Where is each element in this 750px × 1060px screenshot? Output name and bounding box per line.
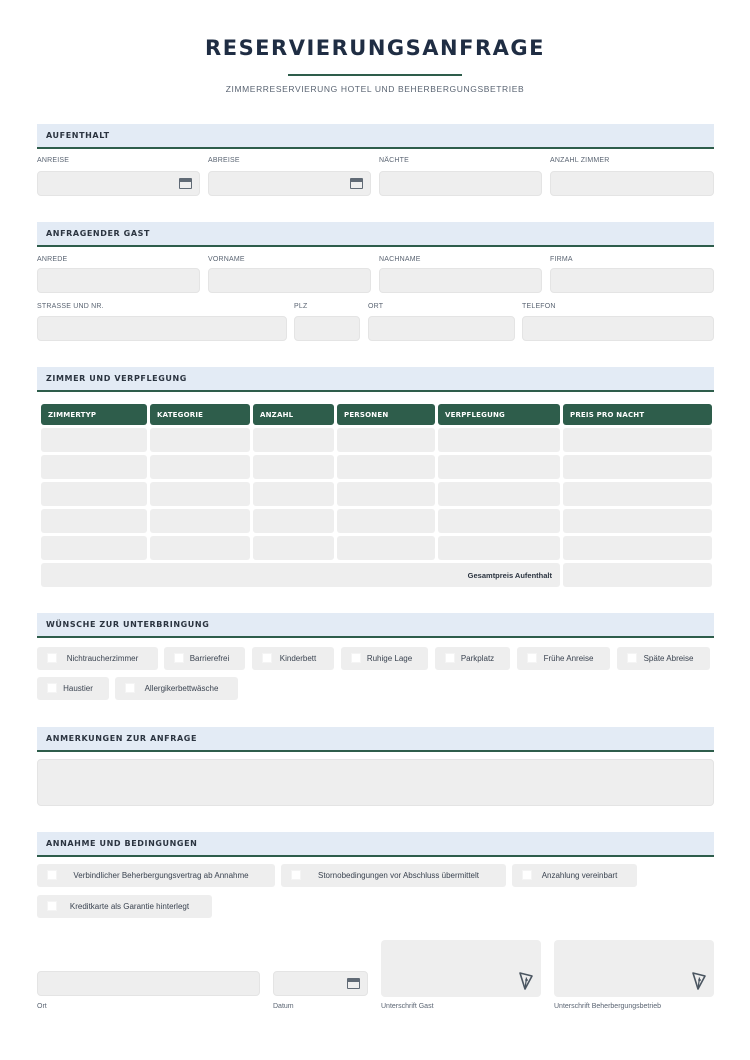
checkbox-box[interactable]	[174, 653, 184, 663]
checkbox-label: Parkplatz	[460, 654, 495, 663]
nights-input[interactable]	[379, 171, 542, 196]
room-count-input[interactable]	[550, 171, 714, 196]
table-cell[interactable]	[150, 509, 250, 533]
table-row	[41, 428, 712, 452]
checkbox-box[interactable]	[262, 653, 272, 663]
label-first-name: VORNAME	[208, 256, 245, 263]
checkbox-credit-card-guarantee[interactable]	[37, 895, 212, 918]
table-cell[interactable]	[563, 536, 712, 560]
table-cell[interactable]	[438, 536, 560, 560]
label-nights: NÄCHTE	[379, 157, 409, 164]
first-name-input[interactable]	[208, 268, 371, 293]
column-header-persons: PERSONEN	[337, 404, 435, 425]
phone-input[interactable]	[522, 316, 714, 341]
last-name-input[interactable]	[379, 268, 542, 293]
checkbox-cancellation-terms[interactable]	[281, 864, 506, 887]
label-street: STRASSE UND NR.	[37, 303, 104, 310]
host-signature-field[interactable]	[554, 940, 714, 997]
section-header-wishes: WÜNSCHE ZUR UNTERBRINGUNG	[37, 613, 714, 638]
checkbox-box[interactable]	[47, 653, 57, 663]
city-input[interactable]	[368, 316, 515, 341]
checkbox-binding-contract[interactable]	[37, 864, 275, 887]
checkbox-label: Haustier	[63, 684, 93, 693]
table-cell[interactable]	[438, 455, 560, 479]
table-cell[interactable]	[41, 455, 147, 479]
checkbox-label: Ruhige Lage	[366, 654, 413, 663]
checkbox-box[interactable]	[351, 653, 361, 663]
column-header-price-per-night: PREIS PRO NACHT	[563, 404, 712, 425]
zip-input[interactable]	[294, 316, 360, 341]
section-header-stay: AUFENTHALT	[37, 124, 714, 149]
table-cell[interactable]	[253, 509, 334, 533]
column-header-room-type: ZIMMERTYP	[41, 404, 147, 425]
section-header-rooms: ZIMMER UND VERPFLEGUNG	[37, 367, 714, 392]
checkbox-box[interactable]	[47, 683, 57, 693]
table-cell[interactable]	[337, 509, 435, 533]
label-date: Datum	[273, 1003, 294, 1010]
checkbox-label: Späte Abreise	[643, 654, 694, 663]
table-cell[interactable]	[41, 482, 147, 506]
arrival-date-input[interactable]	[37, 171, 200, 196]
table-cell[interactable]	[150, 482, 250, 506]
checkbox-pet[interactable]	[37, 677, 109, 700]
total-row	[41, 563, 712, 587]
company-input[interactable]	[550, 268, 714, 293]
label-zip: PLZ	[294, 303, 308, 310]
label-phone: TELEFON	[522, 303, 556, 310]
table-row	[41, 482, 712, 506]
calendar-icon[interactable]	[347, 978, 360, 989]
column-header-board: VERPFLEGUNG	[438, 404, 560, 425]
departure-date-input[interactable]	[208, 171, 371, 196]
checkbox-non-smoking[interactable]	[37, 647, 158, 670]
date-input[interactable]	[273, 971, 368, 996]
title-divider	[288, 74, 462, 76]
label-arrival: ANREISE	[37, 157, 70, 164]
signature-pen-icon	[691, 971, 707, 991]
page-title: RESERVIERUNGSANFRAGE	[205, 36, 545, 60]
checkbox-box[interactable]	[522, 870, 532, 880]
label-room-count: ANZAHL ZIMMER	[550, 157, 610, 164]
section-header-guest: ANFRAGENDER GAST	[37, 222, 714, 247]
column-header-quantity: ANZAHL	[253, 404, 334, 425]
table-cell[interactable]	[563, 509, 712, 533]
table-cell[interactable]	[41, 509, 147, 533]
table-cell[interactable]	[253, 536, 334, 560]
checkbox-deposit[interactable]	[512, 864, 637, 887]
checkbox-parking[interactable]	[435, 647, 510, 670]
table-row	[41, 455, 712, 479]
calendar-icon[interactable]	[179, 178, 192, 189]
place-input[interactable]	[37, 971, 260, 996]
table-cell[interactable]	[438, 482, 560, 506]
table-cell[interactable]	[337, 428, 435, 452]
section-header-remarks: ANMERKUNGEN ZUR ANFRAGE	[37, 727, 714, 752]
table-cell[interactable]	[563, 455, 712, 479]
checkbox-allergy-bedding[interactable]	[115, 677, 238, 700]
table-cell[interactable]	[337, 482, 435, 506]
street-input[interactable]	[37, 316, 287, 341]
checkbox-barrier-free[interactable]	[164, 647, 245, 670]
table-cell[interactable]	[253, 428, 334, 452]
remarks-textarea[interactable]	[37, 759, 714, 806]
checkbox-box[interactable]	[291, 870, 301, 880]
table-cell[interactable]	[41, 536, 147, 560]
checkbox-label: Barrierefrei	[189, 654, 230, 663]
checkbox-late-departure[interactable]	[617, 647, 710, 670]
checkbox-box[interactable]	[47, 901, 57, 911]
table-cell[interactable]	[41, 428, 147, 452]
checkbox-label: Kinderbett	[279, 654, 317, 663]
section-header-terms: ANNAHME UND BEDINGUNGEN	[37, 832, 714, 857]
signature-pen-icon	[518, 971, 534, 991]
checkbox-box[interactable]	[527, 653, 537, 663]
guest-signature-field[interactable]	[381, 940, 541, 997]
checkbox-label: Anzahlung vereinbart	[541, 871, 618, 880]
table-cell[interactable]	[150, 455, 250, 479]
checkbox-label: Nichtraucherzimmer	[66, 654, 139, 663]
label-last-name: NACHNAME	[379, 256, 421, 263]
label-city: ORT	[368, 303, 384, 310]
label-company: FIRMA	[550, 256, 573, 263]
table-cell[interactable]	[253, 482, 334, 506]
label-guest-signature: Unterschrift Gast	[381, 1003, 434, 1010]
checkbox-early-arrival[interactable]	[517, 647, 610, 670]
table-row	[41, 509, 712, 533]
checkbox-box[interactable]	[445, 653, 455, 663]
page-subtitle: ZIMMERRESERVIERUNG HOTEL UND BEHERBERGUNGSBETRIEB	[225, 84, 525, 94]
checkbox-label: Kreditkarte als Garantie hinterlegt	[69, 902, 190, 911]
checkbox-label: Verbindlicher Beherbergungsvertrag ab Annahme	[73, 871, 249, 880]
table-cell[interactable]	[438, 509, 560, 533]
table-cell[interactable]	[438, 428, 560, 452]
table-cell[interactable]	[150, 428, 250, 452]
table-cell[interactable]	[337, 536, 435, 560]
table-cell[interactable]	[337, 455, 435, 479]
table-cell[interactable]	[563, 428, 712, 452]
checkbox-box[interactable]	[627, 653, 637, 663]
table-cell[interactable]	[253, 455, 334, 479]
checkbox-baby-cot[interactable]	[252, 647, 334, 670]
label-departure: ABREISE	[208, 157, 240, 164]
label-host-signature: Unterschrift Beherbergungsbetrieb	[554, 1003, 662, 1010]
total-price-field[interactable]	[563, 563, 712, 587]
column-header-category: KATEGORIE	[150, 404, 250, 425]
calendar-icon[interactable]	[350, 178, 363, 189]
checkbox-label: Stornobedingungen vor Abschluss übermittelt	[318, 871, 479, 880]
label-place: Ort	[37, 1003, 47, 1010]
salutation-input[interactable]	[37, 268, 200, 293]
checkbox-quiet-location[interactable]	[341, 647, 428, 670]
table-cell[interactable]	[563, 482, 712, 506]
table-row	[41, 536, 712, 560]
total-price-label: Gesamtpreis Aufenthalt	[41, 563, 560, 587]
checkbox-label: Frühe Anreise	[543, 654, 594, 663]
rooms-table	[38, 401, 715, 590]
table-cell[interactable]	[150, 536, 250, 560]
checkbox-box[interactable]	[47, 870, 57, 880]
checkbox-label: Allergikerbettwäsche	[144, 684, 219, 693]
label-salutation: ANREDE	[37, 256, 68, 263]
checkbox-box[interactable]	[125, 683, 135, 693]
